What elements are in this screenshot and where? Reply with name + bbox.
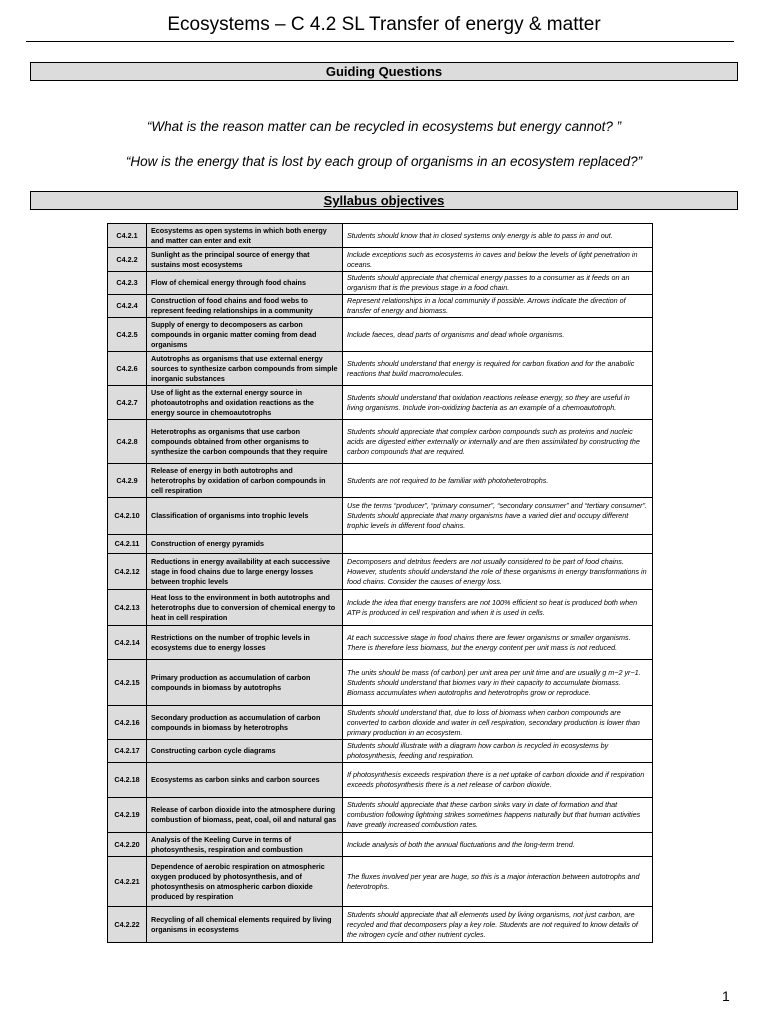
objective-code: C4.2.7	[108, 386, 147, 420]
objective-topic: Flow of chemical energy through food chains	[147, 272, 343, 295]
objective-guidance: Students should understand that oxidation reactions release energy, so they are useful in living organisms. Include iron-oxidizing bacteria as an example of a chemoautotroph.	[343, 386, 653, 420]
syllabus-row	[108, 554, 653, 590]
objective-guidance	[343, 535, 653, 554]
objective-topic: Dependence of aerobic respiration on atmospheric oxygen produced by photosynthesis, and of photosynthesis on atmospheric carbon dioxide produced by respiration	[147, 857, 343, 907]
objective-guidance: Include the idea that energy transfers are not 100% efficient so heat is produced both when ATP is produced in cell respiration and when it is used in cells.	[343, 590, 653, 626]
objective-code: C4.2.4	[108, 295, 147, 318]
objective-guidance: Students are not required to be familiar with photoheterotrophs.	[343, 464, 653, 498]
objective-guidance: Students should appreciate that complex carbon compounds such as proteins and nucleic acids are digested either externally or internally and are then assimilated by constructing the carbon compounds that are required.	[343, 420, 653, 464]
objective-topic: Restrictions on the number of trophic levels in ecosystems due to energy losses	[147, 626, 343, 660]
syllabus-row	[108, 798, 653, 833]
objective-code: C4.2.19	[108, 798, 147, 833]
syllabus-row	[108, 224, 653, 248]
objective-code: C4.2.12	[108, 554, 147, 590]
syllabus-row	[108, 660, 653, 706]
objective-topic: Supply of energy to decomposers as carbon compounds in organic matter coming from dead organisms	[147, 318, 343, 352]
objective-topic: Constructing carbon cycle diagrams	[147, 740, 343, 763]
syllabus-row	[108, 740, 653, 763]
syllabus-row	[108, 464, 653, 498]
objective-guidance: Represent relationships in a local community if possible. Arrows indicate the direction of transfer of energy and biomass.	[343, 295, 653, 318]
objective-topic: Ecosystems as carbon sinks and carbon sources	[147, 763, 343, 798]
objective-topic: Construction of food chains and food webs to represent feeding relationships in a community	[147, 295, 343, 318]
objective-guidance: Students should understand that, due to loss of biomass when carbon compounds are converted to carbon dioxide and water in cell respiration, secondary production is lower than primary production in an ecosystem.	[343, 706, 653, 740]
objective-code: C4.2.17	[108, 740, 147, 763]
objective-topic: Construction of energy pyramids	[147, 535, 343, 554]
objective-guidance: Include faeces, dead parts of organisms and dead whole organisms.	[343, 318, 653, 352]
objective-code: C4.2.8	[108, 420, 147, 464]
page-number: 1	[722, 988, 730, 1004]
objective-guidance: Students should understand that energy is required for carbon fixation and for the anabolic reactions that build macromolecules.	[343, 352, 653, 386]
objective-topic: Reductions in energy availability at each successive stage in food chains due to large energy losses between trophic levels	[147, 554, 343, 590]
syllabus-row	[108, 535, 653, 554]
syllabus-row	[108, 318, 653, 352]
objective-guidance: At each successive stage in food chains there are fewer organisms or smaller organisms. There is therefore less biomass, but the energy content per unit mass is not reduced.	[343, 626, 653, 660]
objective-code: C4.2.16	[108, 706, 147, 740]
objective-code: C4.2.11	[108, 535, 147, 554]
objective-code: C4.2.14	[108, 626, 147, 660]
objective-code: C4.2.15	[108, 660, 147, 706]
objective-topic: Use of light as the external energy source in photoautotrophs and oxidation reactions as the energy source in chemoautotrophs	[147, 386, 343, 420]
objective-guidance: If photosynthesis exceeds respiration there is a net uptake of carbon dioxide and if respiration exceeds photosynthesis there is a net release of carbon dioxide.	[343, 763, 653, 798]
syllabus-row	[108, 295, 653, 318]
page-title: Ecosystems – C 4.2 SL Transfer of energy & matter	[167, 14, 601, 35]
syllabus-row	[108, 706, 653, 740]
syllabus-row	[108, 857, 653, 907]
objective-topic: Classification of organisms into trophic levels	[147, 498, 343, 535]
syllabus-row	[108, 907, 653, 943]
objective-code: C4.2.1	[108, 224, 147, 248]
syllabus-heading-text: Syllabus objectives	[323, 193, 445, 208]
guiding-question-2: “How is the energy that is lost by each group of organisms in an ecosystem replaced?”	[125, 154, 643, 169]
guiding-questions-heading: Guiding Questions	[30, 62, 738, 81]
objective-code: C4.2.20	[108, 833, 147, 857]
objective-guidance: Decomposers and detritus feeders are not usually considered to be part of food chains. However, students should understand the role of these organisms in energy transformations in food chains. Consider the causes of energy loss.	[343, 554, 653, 590]
objective-code: C4.2.3	[108, 272, 147, 295]
objective-guidance: Include exceptions such as ecosystems in caves and below the levels of light penetration in oceans.	[343, 248, 653, 272]
syllabus-table-body	[108, 224, 653, 943]
syllabus-row	[108, 498, 653, 535]
objective-code: C4.2.13	[108, 590, 147, 626]
objective-guidance: Students should illustrate with a diagram how carbon is recycled in ecosystems by photosynthesis, feeding and respiration.	[343, 740, 653, 763]
objective-code: C4.2.10	[108, 498, 147, 535]
objective-code: C4.2.9	[108, 464, 147, 498]
syllabus-table	[107, 223, 653, 943]
objective-topic: Ecosystems as open systems in which both energy and matter can enter and exit	[147, 224, 343, 248]
syllabus-row	[108, 352, 653, 386]
guiding-question-1: “What is the reason matter can be recycled in ecosystems but energy cannot? ”	[146, 119, 622, 134]
objective-topic: Release of energy in both autotrophs and heterotrophs by oxidation of carbon compounds in cell respiration	[147, 464, 343, 498]
syllabus-row	[108, 833, 653, 857]
objective-guidance: The units should be mass (of carbon) per unit area per unit time and are usually g m−2 yr−1. Students should understand that biomes vary in their capacity to accumulate biomass. Biomass accumulates when autotrophs and heterotrophs grow or reproduce.	[343, 660, 653, 706]
objective-topic: Analysis of the Keeling Curve in terms of photosynthesis, respiration and combustion	[147, 833, 343, 857]
objective-guidance: Students should appreciate that chemical energy passes to a consumer as it feeds on an organism that is the previous stage in a food chain.	[343, 272, 653, 295]
syllabus-row	[108, 590, 653, 626]
objective-topic: Heterotrophs as organisms that use carbon compounds obtained from other organisms to synthesize the carbon compounds that they require	[147, 420, 343, 464]
objective-guidance: Students should know that in closed systems only energy is able to pass in and out.	[343, 224, 653, 248]
syllabus-row	[108, 272, 653, 295]
objective-code: C4.2.22	[108, 907, 147, 943]
objective-topic: Secondary production as accumulation of carbon compounds in biomass by heterotrophs	[147, 706, 343, 740]
objective-topic: Release of carbon dioxide into the atmosphere during combustion of biomass, peat, coal, oil and natural gas	[147, 798, 343, 833]
objective-code: C4.2.2	[108, 248, 147, 272]
syllabus-row	[108, 386, 653, 420]
objective-code: C4.2.6	[108, 352, 147, 386]
objective-guidance: Students should appreciate that these carbon sinks vary in date of formation and that combustion following lightning strikes sometimes happens naturally but that human activities have greatly increased combustion rates.	[343, 798, 653, 833]
objective-code: C4.2.5	[108, 318, 147, 352]
syllabus-objectives-heading	[30, 191, 738, 210]
objective-guidance: Include analysis of both the annual fluctuations and the long-term trend.	[343, 833, 653, 857]
objective-topic: Sunlight as the principal source of energy that sustains most ecosystems	[147, 248, 343, 272]
syllabus-row	[108, 763, 653, 798]
objective-topic: Recycling of all chemical elements required by living organisms in ecosystems	[147, 907, 343, 943]
objective-topic: Primary production as accumulation of carbon compounds in biomass by autotrophs	[147, 660, 343, 706]
title-divider	[26, 41, 734, 42]
objective-code: C4.2.18	[108, 763, 147, 798]
syllabus-row	[108, 248, 653, 272]
syllabus-row	[108, 420, 653, 464]
objective-topic: Heat loss to the environment in both autotrophs and heterotrophs due to conversion of chemical energy to heat in cell respiration	[147, 590, 343, 626]
objective-guidance: Use the terms “producer”, “primary consumer”, “secondary consumer” and “tertiary consumer”. Students should appreciate that many organisms have a varied diet and occupy different trophic levels in different food chains.	[343, 498, 653, 535]
objective-guidance: The fluxes involved per year are huge, so this is a major interaction between autotrophs and heterotrophs.	[343, 857, 653, 907]
objective-code: C4.2.21	[108, 857, 147, 907]
objective-topic: Autotrophs as organisms that use external energy sources to synthesize carbon compounds from simple inorganic substances	[147, 352, 343, 386]
syllabus-row	[108, 626, 653, 660]
objective-guidance: Students should appreciate that all elements used by living organisms, not just carbon, are recycled and that decomposers play a key role. Students are not required to know details of the nitrogen cycle and other nutrient cycles.	[343, 907, 653, 943]
